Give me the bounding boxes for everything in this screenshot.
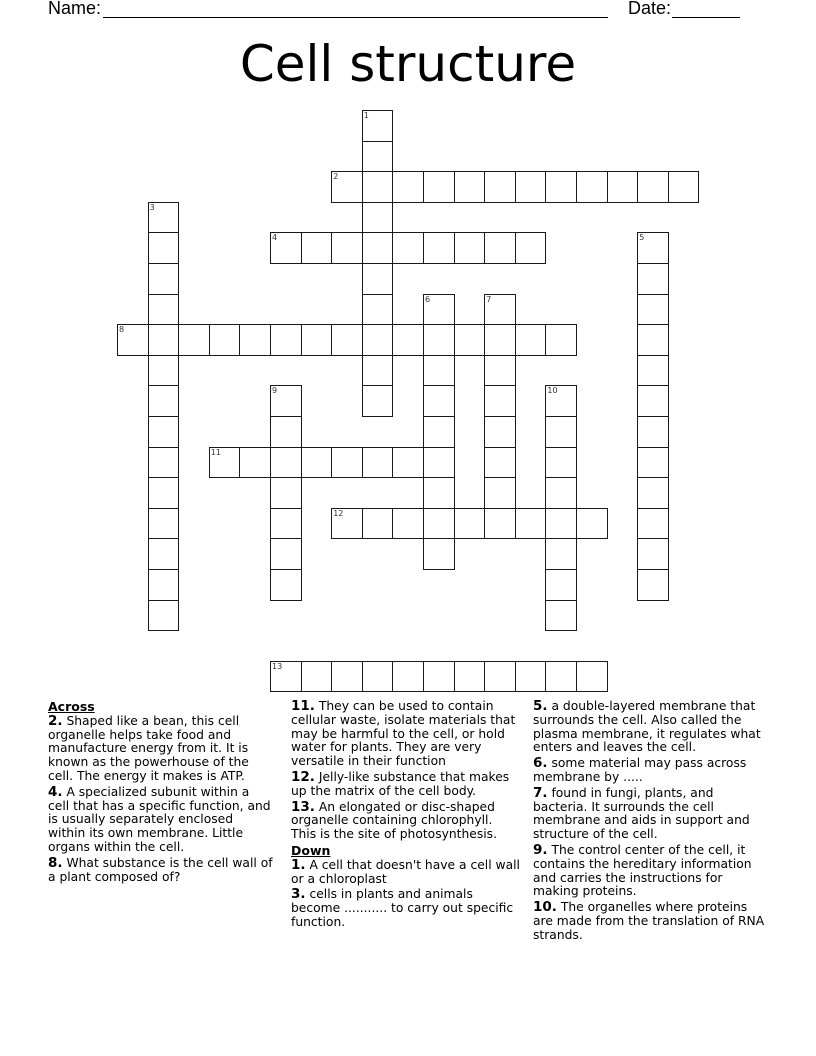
- crossword-cell[interactable]: [637, 232, 669, 264]
- crossword-cell[interactable]: [637, 171, 669, 203]
- clue-number: 7: [486, 294, 492, 304]
- crossword-cell[interactable]: [423, 385, 455, 417]
- clue-number: 6: [425, 294, 431, 304]
- crossword-cell[interactable]: [331, 508, 363, 540]
- crossword-cell[interactable]: [270, 232, 302, 264]
- crossword-cell[interactable]: [545, 538, 577, 570]
- crossword-cell[interactable]: [270, 324, 302, 356]
- crossword-cell[interactable]: [454, 508, 486, 540]
- crossword-cell[interactable]: [362, 385, 394, 417]
- crossword-cell[interactable]: [239, 447, 271, 479]
- crossword-cell[interactable]: [576, 508, 608, 540]
- crossword-cell[interactable]: [545, 385, 577, 417]
- crossword-cell[interactable]: [545, 569, 577, 601]
- crossword-cell[interactable]: [362, 263, 394, 295]
- crossword-cell[interactable]: [484, 661, 516, 693]
- clue-across-8: 8. What substance is the cell wall of a plant composed of?: [48, 854, 273, 884]
- crossword-cell[interactable]: [148, 232, 180, 264]
- down-heading: Down: [291, 842, 331, 858]
- crossword-cell[interactable]: [331, 324, 363, 356]
- crossword-cell[interactable]: [423, 355, 455, 387]
- crossword-cell[interactable]: [148, 477, 180, 509]
- crossword-cell[interactable]: [545, 416, 577, 448]
- clues-column-1: [48, 700, 273, 886]
- crossword-cell[interactable]: [362, 171, 394, 203]
- clue-down-10: 10. The organelles where proteins are made from the translation of RNA strands.: [533, 899, 765, 942]
- crossword-cell[interactable]: [423, 538, 455, 570]
- crossword-cell[interactable]: [331, 171, 363, 203]
- crossword-cell[interactable]: [362, 141, 394, 173]
- clue-number: 10: [547, 386, 558, 396]
- crossword-cell[interactable]: [270, 416, 302, 448]
- crossword-cell[interactable]: [331, 232, 363, 264]
- crossword-cell[interactable]: [637, 477, 669, 509]
- clue-number: 1: [363, 111, 369, 120]
- crossword-cell[interactable]: [362, 294, 394, 326]
- crossword-cell[interactable]: [423, 447, 455, 479]
- crossword-cell[interactable]: [362, 355, 394, 387]
- crossword-cell[interactable]: [484, 324, 516, 356]
- clue-number: 13: [272, 661, 283, 671]
- page-title: Cell structure: [239, 35, 577, 93]
- crossword-cell[interactable]: [148, 385, 180, 417]
- crossword-cell[interactable]: [484, 508, 516, 540]
- crossword-cell[interactable]: [392, 661, 424, 693]
- crossword-cell[interactable]: [270, 508, 302, 540]
- crossword-cell[interactable]: [270, 661, 302, 693]
- name-label: Name:: [48, 0, 102, 18]
- crossword-cell[interactable]: [423, 661, 455, 693]
- clue-across-13: 13. An elongated or disc-shaped organelle containing chlorophyll. This is the site of photosynthesis.: [291, 798, 498, 842]
- crossword-cell[interactable]: [392, 232, 424, 264]
- crossword-cell[interactable]: [454, 324, 486, 356]
- crossword-cell[interactable]: [301, 232, 333, 264]
- crossword-cell[interactable]: [423, 294, 455, 326]
- crossword-cell[interactable]: [637, 508, 669, 540]
- crossword-cell[interactable]: [637, 447, 669, 479]
- crossword-cell[interactable]: [148, 600, 180, 632]
- crossword-cell[interactable]: [668, 171, 700, 203]
- crossword-cell[interactable]: [454, 661, 486, 693]
- crossword-cell[interactable]: [637, 263, 669, 295]
- crossword-cell[interactable]: [331, 447, 363, 479]
- clue-down-1: 1. A cell that doesn't have a cell wall or a chloroplast: [291, 856, 520, 886]
- crossword-cell[interactable]: [637, 538, 669, 570]
- crossword-cell[interactable]: [392, 324, 424, 356]
- crossword-cell[interactable]: [148, 324, 180, 356]
- crossword-cell[interactable]: [301, 447, 333, 479]
- crossword-cell[interactable]: [117, 324, 149, 356]
- crossword-cell[interactable]: [270, 447, 302, 479]
- clue-down-5: 5. a double-layered membrane that surrounds the cell. Also called the plasma membrane, it regulates what enters and leaves the cell.: [533, 698, 761, 755]
- clue-down-6: 6. some material may pass across membrane by .....: [533, 755, 747, 784]
- crossword-cell[interactable]: [362, 110, 394, 142]
- crossword-cell[interactable]: [484, 355, 516, 387]
- crossword-cell[interactable]: [270, 569, 302, 601]
- clue-across-11: 11. They can be used to contain cellular waste, isolate materials that may be harmful to the cell, or hold water for plants. They are very versatile in their function: [291, 698, 516, 769]
- crossword-cell[interactable]: [484, 294, 516, 326]
- crossword-cell[interactable]: [637, 569, 669, 601]
- clue-down-7: 7. found in fungi, plants, and bacteria. It surrounds the cell membrane and aids in support and structure of the cell.: [533, 784, 750, 842]
- crossword-cell[interactable]: [545, 171, 577, 203]
- crossword-cell[interactable]: [239, 324, 271, 356]
- crossword-cell[interactable]: [637, 416, 669, 448]
- crossword-cell[interactable]: [270, 385, 302, 417]
- crossword-cell[interactable]: [148, 508, 180, 540]
- clue-number: 8: [119, 325, 125, 335]
- crossword-cell[interactable]: [209, 324, 241, 356]
- clue-number: 9: [272, 386, 278, 396]
- crossword-cell[interactable]: [148, 569, 180, 601]
- crossword-cell[interactable]: [545, 447, 577, 479]
- clue-number: 11: [210, 447, 221, 457]
- crossword-cell[interactable]: [423, 324, 455, 356]
- crossword-cell[interactable]: [423, 416, 455, 448]
- crossword-cell[interactable]: [209, 447, 241, 479]
- crossword-cell[interactable]: [484, 477, 516, 509]
- crossword-cell[interactable]: [637, 385, 669, 417]
- crossword-cell[interactable]: [392, 171, 424, 203]
- crossword-cell[interactable]: [515, 508, 547, 540]
- crossword-cell[interactable]: [607, 171, 639, 203]
- clue-across-12: 12. Jelly-like substance that makes up the matrix of the cell body.: [291, 768, 510, 798]
- crossword-cell[interactable]: [515, 324, 547, 356]
- crossword-cell[interactable]: [362, 447, 394, 479]
- crossword-cell[interactable]: [148, 416, 180, 448]
- crossword-cell[interactable]: [270, 538, 302, 570]
- clue-down-9: 9. The control center of the cell, it contains the hereditary information and carries the instructions for making proteins.: [533, 841, 752, 899]
- crossword-cell[interactable]: [545, 600, 577, 632]
- crossword-cell[interactable]: [148, 355, 180, 387]
- crossword-cell[interactable]: [423, 171, 455, 203]
- crossword-cell[interactable]: [484, 171, 516, 203]
- crossword-cell[interactable]: [484, 447, 516, 479]
- clue-number: 5: [639, 233, 645, 243]
- crossword-cell[interactable]: [576, 661, 608, 693]
- crossword-cell[interactable]: [545, 661, 577, 693]
- crossword-cell[interactable]: [576, 171, 608, 203]
- clue-number: 2: [333, 172, 339, 182]
- crossword-cell[interactable]: [484, 385, 516, 417]
- crossword-cell[interactable]: [362, 232, 394, 264]
- clue-across-2: 2. Shaped like a bean, this cell organelle helps take food and manufacture energy from it. It is known as the powerhouse of the cell. The energy it makes is ATP.: [48, 712, 249, 783]
- crossword-cell[interactable]: [362, 324, 394, 356]
- crossword-cell[interactable]: [148, 263, 180, 295]
- crossword-cell[interactable]: [148, 447, 180, 479]
- crossword-cell[interactable]: [148, 294, 180, 326]
- crossword-cell[interactable]: [331, 661, 363, 693]
- crossword-cell[interactable]: [423, 508, 455, 540]
- clue-number: 4: [272, 233, 278, 243]
- crossword-cell[interactable]: [270, 477, 302, 509]
- crossword-cell[interactable]: [178, 324, 210, 356]
- crossword-cell[interactable]: [515, 661, 547, 693]
- crossword-cell[interactable]: [148, 538, 180, 570]
- crossword-cell[interactable]: [637, 355, 669, 387]
- clue-number: 12: [333, 508, 344, 518]
- crossword-cell[interactable]: [362, 202, 394, 234]
- across-heading: Across: [48, 699, 95, 714]
- clue-down-3: 3. cells in plants and animals become ........... to carry out specific function.: [291, 886, 514, 929]
- crossword-cell[interactable]: [545, 477, 577, 509]
- clues-column-3: [533, 700, 768, 945]
- clue-number: 3: [149, 202, 155, 212]
- crossword-cell[interactable]: [484, 232, 516, 264]
- crossword-cell[interactable]: [392, 508, 424, 540]
- crossword-cell[interactable]: [637, 324, 669, 356]
- clue-across-4: 4. A specialized subunit within a cell that has a specific function, and is usually separately enclosed within its own membrane. Little organs within the cell.: [48, 783, 271, 854]
- crossword-cell[interactable]: [637, 294, 669, 326]
- date-label: Date:: [628, 0, 672, 18]
- crossword-cell[interactable]: [392, 447, 424, 479]
- clues-column-2: [291, 700, 521, 932]
- crossword-cell[interactable]: [515, 171, 547, 203]
- crossword-cell[interactable]: [423, 477, 455, 509]
- crossword-cell[interactable]: [545, 508, 577, 540]
- crossword-cell[interactable]: [484, 416, 516, 448]
- crossword-cell[interactable]: [454, 232, 486, 264]
- crossword-cell[interactable]: [301, 324, 333, 356]
- crossword-cell[interactable]: [515, 232, 547, 264]
- crossword-cell[interactable]: [301, 661, 333, 693]
- crossword-cell[interactable]: [423, 232, 455, 264]
- crossword-cell[interactable]: [545, 324, 577, 356]
- crossword-cell[interactable]: [362, 661, 394, 693]
- crossword-cell[interactable]: [362, 508, 394, 540]
- crossword-cell[interactable]: [454, 171, 486, 203]
- crossword-cell[interactable]: [148, 202, 180, 234]
